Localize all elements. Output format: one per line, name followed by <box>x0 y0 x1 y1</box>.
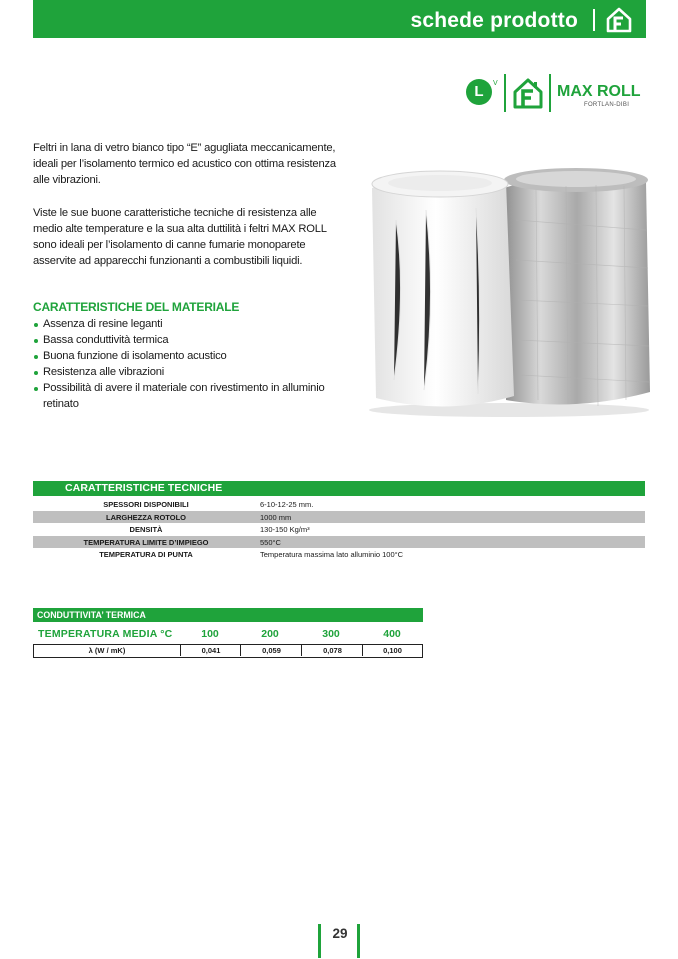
intro-paragraph: Feltri in lana di vetro bianco tipo “E” agugliata meccanicamente, ideali per l’isolamento termico ed acustico con ottima resistenza alle vibrazioni. <box>33 142 336 186</box>
header-bar <box>33 0 646 38</box>
tech-value: 6-10-12-25 mm. <box>260 500 314 509</box>
features-item: Resistenza alle vibrazioni <box>33 364 333 380</box>
tech-key: LARGHEZZA ROTOLO <box>106 512 186 522</box>
brand-divider <box>549 74 551 112</box>
tech-value: 130-150 Kg/m³ <box>260 525 310 534</box>
tech-key: TEMPERATURA LIMITE D’IMPIEGO <box>83 537 209 547</box>
lambda-value: 0,041 <box>180 645 241 656</box>
features-item: Possibilità di avere il materiale con rivestimento in alluminio retinato <box>33 380 333 412</box>
temperature-value: 200 <box>261 628 279 640</box>
tech-key: SPESSORI DISPONIBILI <box>103 500 189 509</box>
lambda-label: λ (W / mK) <box>88 646 126 655</box>
lambda-value: 0,059 <box>240 645 302 656</box>
tech-key: DENSITÀ <box>129 525 163 534</box>
table-row <box>33 511 645 524</box>
features-list <box>33 316 333 412</box>
brand-divider <box>504 74 506 112</box>
page-number-bar <box>318 924 321 958</box>
header-title: schede prodotto <box>410 9 578 32</box>
conductivity-table <box>33 644 423 658</box>
product-photo <box>366 160 652 420</box>
certification-badge: L <box>466 79 492 105</box>
tech-table-header <box>33 481 645 496</box>
tech-value: 1000 mm <box>260 512 292 522</box>
header-divider <box>593 9 595 31</box>
tech-table-title: CARATTERISTICHE TECNICHE <box>65 482 223 494</box>
table-row <box>33 536 645 549</box>
features-item: Assenza di resine leganti <box>33 316 333 332</box>
conductivity-header <box>33 608 423 622</box>
tech-value: 550°C <box>260 537 281 547</box>
house-logo-icon <box>606 7 632 33</box>
brand-maker: FORTLAN-DIBI <box>584 102 630 108</box>
intro-paragraph: Viste le sue buone caratteristiche tecniche di resistenza alle medio alte temperature e la sua alta duttilità i feltri MAX ROLL sono ideali per l’isolamento di canne fumarie monoparete asservite ad apparecchi funzionanti a combustibili liquidi. <box>33 207 327 267</box>
page-number-bar <box>357 924 360 958</box>
features-item: Bassa conduttività termica <box>33 332 333 348</box>
tech-value: Temperatura massima lato alluminio 100°C <box>260 550 404 559</box>
lambda-value: 0,100 <box>362 645 422 656</box>
conductivity-temperatures <box>33 627 423 641</box>
table-row <box>33 548 645 561</box>
temperature-value: 100 <box>201 628 219 640</box>
temperature-value: 400 <box>383 628 401 640</box>
features-item: Buona funzione di isolamento acustico <box>33 348 333 364</box>
brand-block <box>466 74 646 114</box>
table-row <box>33 523 645 536</box>
tech-table <box>33 498 645 561</box>
temperature-value: 300 <box>322 628 340 640</box>
page-number: 29 <box>332 926 348 941</box>
lambda-value: 0,078 <box>301 645 363 656</box>
certification-sub: V <box>493 80 498 87</box>
tech-key: TEMPERATURA DI PUNTA <box>99 550 193 559</box>
house-logo-icon <box>512 77 544 109</box>
brand-name: MAX ROLL <box>557 83 641 100</box>
features-title: CARATTERISTICHE DEL MATERIALE <box>33 300 240 314</box>
conductivity-title: CONDUTTIVITA’ TERMICA <box>37 610 146 620</box>
temperature-label: TEMPERATURA MEDIA °C <box>38 628 173 640</box>
table-row <box>33 498 645 511</box>
